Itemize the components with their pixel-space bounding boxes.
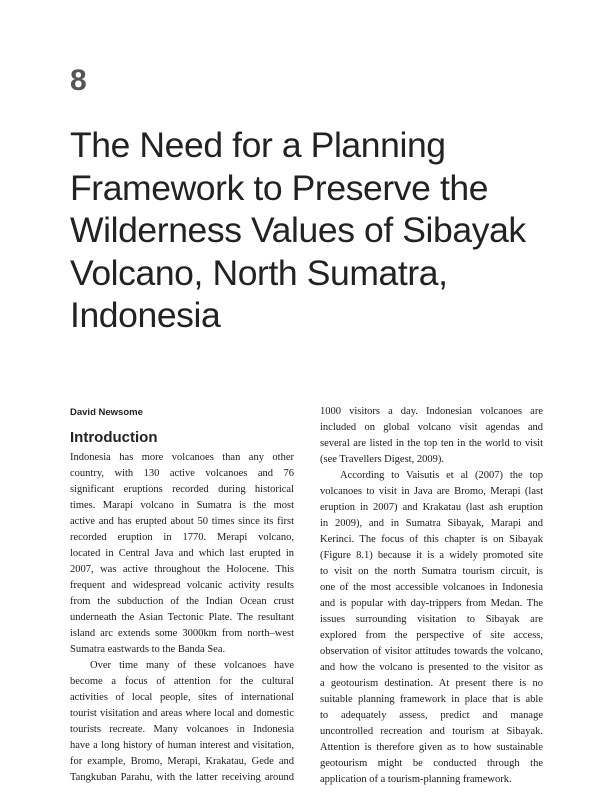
text-line: activities of local people, sites of international — [70, 692, 294, 703]
text-line: recorded eruption in 1770. Merapi volcano, — [70, 532, 294, 543]
text-line: significant eruptions recorded during historical — [70, 484, 294, 495]
text-line: island arc extends some 3000km from north–west — [70, 628, 294, 639]
text-line: According to Vaisutis et al (2007) the top — [340, 470, 543, 481]
text-line: frequent and widespread volcanic activity results — [70, 580, 294, 591]
text-line: Tangkuban Parahu, with the latter receiving around — [70, 772, 294, 783]
text-line: uncontrolled recreation and tourism at Sibayak. — [320, 726, 543, 737]
section-heading: Introduction — [70, 429, 158, 446]
chapter-title-line: Wilderness Values of Sibayak — [70, 210, 526, 250]
text-line: from the subduction of the Indian Ocean crust — [70, 596, 294, 607]
text-line: 2007, was active throughout the Holocene. This — [70, 564, 294, 575]
text-line: observation of visitor attitudes towards the volcano, — [320, 646, 543, 657]
body-column-right — [320, 404, 543, 788]
text-line: eruption in 2007) and Krakatau (last ash eruption — [320, 502, 543, 513]
text-line: underneath the Asian Tectonic Plate. The resultant — [70, 612, 294, 623]
text-line: explored from the perspective of site access, — [320, 630, 543, 641]
text-line: have a long history of human interest and visitation, — [70, 740, 294, 751]
text-line: issues surrounding visitation to Sibayak are — [320, 614, 543, 625]
text-line: Sumatra eastwards to the Banda Sea. — [70, 644, 226, 655]
body-column-left — [70, 450, 294, 786]
text-line: a geotourism destination. At present there is no — [320, 678, 543, 689]
text-line: Attention is therefore given as to how sustainable — [320, 742, 543, 753]
text-line: included on global volcano visit agendas and — [320, 422, 543, 433]
text-line: volcanoes to visit in Java are Bromo, Merapi (last — [320, 486, 543, 497]
text-line: (see Travellers Digest, 2009). — [320, 454, 444, 465]
text-line: country, with 130 active volcanoes and 76 — [70, 468, 294, 479]
chapter-title-line: The Need for a Planning — [70, 125, 446, 165]
text-line: Over time many of these volcanoes have — [90, 660, 294, 671]
text-line: in 2009), and in Sumatra Sibayak, Marapi and — [320, 518, 543, 529]
text-line: times. Marapi volcano in Sumatra is the most — [70, 500, 294, 511]
chapter-title — [70, 124, 570, 337]
text-line: several are listed in the top ten in the world to visit — [320, 438, 543, 449]
text-line: and is popular with day-trippers from Medan. The — [320, 598, 543, 609]
text-line: for example, Bromo, Merapi, Krakatau, Gede and — [70, 756, 294, 767]
text-line: geotourism might be conducted through the — [320, 758, 543, 769]
text-line: to visit on the north Sumatra tourism circuit, is — [320, 566, 543, 577]
text-line: Indonesia has more volcanoes than any other — [70, 452, 294, 463]
chapter-number: 8 — [70, 64, 87, 97]
text-line: tourist visitation and areas where local and domestic — [70, 708, 294, 719]
text-line: and how the volcano is presented to the visitor as — [320, 662, 543, 673]
chapter-title-line: Indonesia — [70, 295, 221, 335]
text-line: active and has erupted about 50 times since its first — [70, 516, 294, 527]
text-line: one of the most accessible volcanoes in Indonesia — [320, 582, 543, 593]
text-line: (Figure 8.1) because it is a widely promoted site — [320, 550, 543, 561]
text-line: 1000 visitors a day. Indonesian volcanoes are — [320, 406, 543, 417]
chapter-title-line: Volcano, North Sumatra, — [70, 252, 448, 293]
text-line: suitable planning framework in place that is able — [320, 694, 543, 705]
chapter-title-line: Framework to Preserve the — [70, 167, 489, 208]
text-line: tourists recreate. Many volcanoes in Indonesia — [70, 724, 294, 735]
text-line: become a focus of attention for the cultural — [70, 676, 294, 687]
text-line: Kerinci. The focus of this chapter is on Sibayak — [320, 534, 543, 545]
text-line: to adequately assess, predict and manage — [320, 710, 543, 721]
text-line: located in Central Java and which last erupted in — [70, 548, 294, 559]
author-name: David Newsome — [70, 407, 143, 418]
text-line: application of a tourism-planning framework. — [320, 774, 512, 785]
